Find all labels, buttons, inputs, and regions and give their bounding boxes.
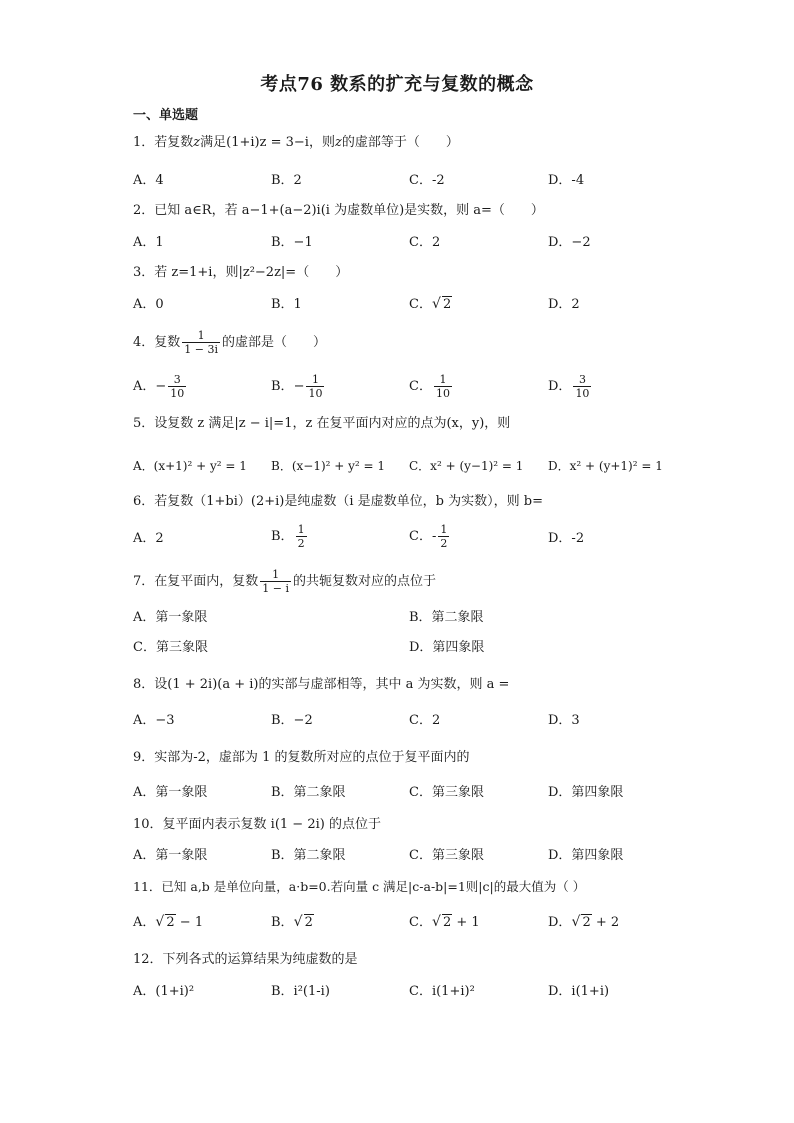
question-8-stem: 8．设(1 + 2i)(a + i)的实部与虚部相等，其中 a 为实数，则 a = — [133, 677, 510, 692]
q9-option-c: C．第三象限 — [409, 785, 484, 800]
question-11-stem: 11．已知 a,b 是单位向量，a·b=0.若向量 c 满足|c-a-b|=1则|c|的最大值为（ ） — [133, 879, 586, 894]
q4-text-b: 的虚部是（ ） — [222, 335, 327, 350]
q4-option-c: C． $\frac{1}{10}$ — [409, 373, 450, 400]
q1-var: z — [193, 135, 201, 150]
q3-option-c-label: C． — [409, 297, 432, 312]
q6-option-b: B． $\frac{1}{2}$ — [271, 523, 305, 550]
q6-option-d: D．-2 — [548, 531, 585, 546]
page-title: 考点76 数系的扩充与复数的概念 — [260, 74, 534, 95]
q1-var-2: z — [334, 135, 342, 150]
q8-option-b: B．−2 — [271, 713, 313, 728]
q12-option-b: B．i²(1-i) — [271, 984, 330, 999]
sqrt-symbol: √ 2 — [155, 914, 175, 930]
sqrt-symbol: √ 2 — [431, 296, 452, 312]
question-4-stem — [133, 329, 326, 356]
q10-option-c: C．第三象限 — [409, 848, 484, 863]
question-1-stem — [133, 133, 459, 153]
q1-option-b: B．2 — [271, 173, 302, 188]
q5-option-c: C．x² + (y−1)² = 1 — [409, 459, 524, 473]
q12-option-a: A．(1+i)² — [133, 984, 195, 999]
q10-option-a: A．第一象限 — [133, 848, 208, 863]
q4-fraction-den: 1 − 3i — [184, 343, 219, 356]
q1-text-d: 的虚部等于（ ） — [341, 135, 459, 150]
q9-option-a: A．第一象限 — [133, 785, 208, 800]
q10-option-d: D．第四象限 — [548, 848, 624, 863]
question-2-stem: 2．已知 a∈R，若 a−1+(a−2)i(i 为虚数单位)是实数，则 a=（ ） — [133, 203, 544, 218]
q12-option-d: D．i(1+i) — [548, 984, 610, 999]
q8-option-a: A．−3 — [133, 713, 175, 728]
q12-option-c: C．i(1+i)² — [409, 984, 475, 999]
q1-option-c: C．-2 — [409, 173, 445, 188]
q1-text-c: ，则 — [308, 135, 335, 150]
q11-option-c: C． √ 2 + 1 — [409, 913, 480, 933]
question-7-stem — [133, 568, 436, 595]
question-5-stem: 5．设复数 z 满足|z − i|=1，z 在复平面内对应的点为(x，y)，则 — [133, 416, 511, 431]
q9-option-b: B．第二象限 — [271, 785, 346, 800]
sqrt-symbol: √ 2 — [571, 914, 591, 930]
q4-option-d: D． $\frac{3}{10}$ — [548, 373, 590, 400]
q11-option-b: B． √ 2 — [271, 913, 314, 933]
q6-option-a: A．2 — [133, 531, 164, 546]
q3-option-c-radicand: 2 — [442, 297, 452, 312]
section-heading: 一、单选题 — [133, 108, 199, 123]
question-6-stem: 6．若复数（1+bi）(2+i)是纯虚数（i 是虚数单位，b 为实数），则 b= — [133, 494, 543, 509]
question-3-stem: 3．若 z=1+i，则|z²−2z|=（ ） — [133, 265, 349, 280]
q2-option-a: A．1 — [133, 235, 164, 250]
q2-option-c: C．2 — [409, 235, 441, 250]
q9-option-d: D．第四象限 — [548, 785, 624, 800]
question-10-stem: 10．复平面内表示复数 i(1 − 2i) 的点位于 — [133, 817, 381, 832]
q4-text-a: 4．复数 — [133, 335, 181, 350]
q4-option-a: A．− $\frac{3}{10}$ — [133, 373, 185, 400]
q2-option-b: B．−1 — [271, 235, 313, 250]
q7-text-b: 的共轭复数对应的点位于 — [293, 574, 437, 589]
q7-fraction: $\frac{1}{1 - i}$ — [262, 568, 290, 595]
q1-option-d: D．-4 — [548, 173, 585, 188]
q4-fraction-num: 1 — [197, 329, 205, 342]
q3-option-d: D．2 — [548, 297, 580, 312]
q7-option-d: D．第四象限 — [409, 640, 485, 655]
q7-option-b: B．第二象限 — [409, 610, 484, 625]
q11-option-d: D． √ 2 + 2 — [548, 913, 619, 933]
q5-option-b: B．(x−1)² + y² = 1 — [271, 459, 386, 473]
q4-fraction — [182, 329, 220, 356]
q7-option-a: A．第一象限 — [133, 610, 208, 625]
q7-text-a: 7．在复平面内，复数 — [133, 574, 259, 589]
q11-option-a: A． √ 2 − 1 — [133, 913, 203, 933]
q8-option-c: C．2 — [409, 713, 441, 728]
q2-option-d: D．−2 — [548, 235, 591, 250]
sqrt-symbol: √ 2 — [431, 914, 452, 930]
question-12-stem: 12．下列各式的运算结果为纯虚数的是 — [133, 952, 358, 967]
q10-option-b: B．第二象限 — [271, 848, 346, 863]
sqrt-symbol: √ 2 — [293, 914, 313, 930]
question-9-stem: 9．实部为-2，虚部为 1 的复数所对应的点位于复平面内的 — [133, 750, 470, 765]
q5-option-d: D．x² + (y+1)² = 1 — [548, 459, 663, 473]
q1-expr: (1+i)z = 3−i — [226, 135, 309, 150]
q1-text-b: 满足 — [200, 135, 227, 150]
q8-option-d: D．3 — [548, 713, 580, 728]
q5-option-a: A．(x+1)² + y² = 1 — [133, 459, 247, 473]
q3-option-c — [409, 295, 452, 315]
q3-option-a: A．0 — [133, 297, 164, 312]
q3-option-b: B．1 — [271, 297, 302, 312]
q7-option-c: C．第三象限 — [133, 640, 208, 655]
q6-option-c: C．- $\frac{1}{2}$ — [409, 523, 448, 550]
q1-text-a: 1．若复数 — [133, 135, 194, 150]
q1-option-a: A．4 — [133, 173, 164, 188]
q4-option-b: B．− $\frac{1}{10}$ — [271, 373, 323, 400]
